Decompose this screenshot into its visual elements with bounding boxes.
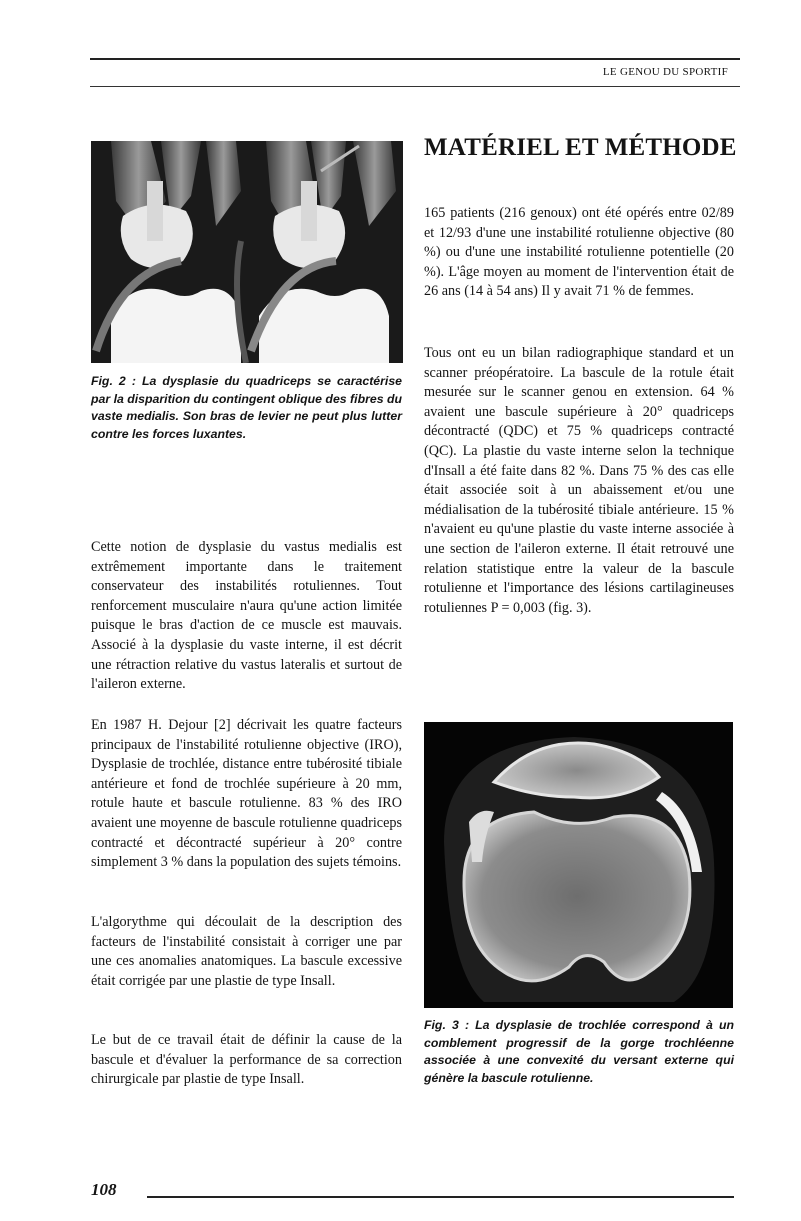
figure-3-caption-text: La dysplasie de trochlée correspond à un comblement progressif de la gorge trochléenne associée à une convexité du versant externe qui génère la bascule rotulienne. (424, 1018, 735, 1085)
paragraph-bilan: Tous ont eu un bilan radiographique standard et un scanner préopératoire. La bascule de la rotule était mesurée sur le scanner genou en extension. 64 % avaient une bascule supérieure à 20° quadriceps décontracté (QDC) et 75 % quadriceps contracté (QC). La plastie du vaste interne selon la technique d'Insall a été faite dans 82 %. Dans 75 % des cas elle était associée soit à un abaissement et/ou une médialisation de la tubérosité tibiale antérieure. 15 % n'avaient eu qu'une plastie du vaste interne associée à une section de l'aileron externe. Il était retrouvé une relation statistique entre la valeur de la bascule rotulienne et l'importance des lésions cartilagineuses rotuliennes P = 0,003 (fig. 3). (424, 345, 734, 616)
header-rule (90, 58, 740, 60)
figure-3-caption (424, 1017, 734, 1087)
figure-3-ct-scan (424, 722, 733, 1008)
paragraph-algorythme: L'algorythme qui découlait de la description des facteurs de l'instabilité consistait à corriger une par une ces anomalies anatomiques. La bascule excessive était corrigée par une plastie de type Insall. (91, 914, 402, 989)
paragraph-dejour-1987: En 1987 H. Dejour [2] décrivait les quatre facteurs principaux de l'instabilité rotulienne objective (IRO), Dysplasie de trochlée, distance entre tubérosité tibiale antérieure et fond de trochlée supérieure à 20 mm, rotule haute et bascule rotulienne. 83 % des IRO avaient une moyenne de bascule rotulienne quadriceps contracté et décontracté supérieur à 20° contre simplement 3 % dans la population des sujets témoins. (91, 717, 402, 871)
paragraph-but: Le but de ce travail était de définir la cause de la bascule et d'évaluer la performance de sa correction chirurgicale par plastie de type Insall. (91, 1032, 402, 1088)
knee-ct-image (424, 722, 733, 1008)
figure-2-caption-text: La dysplasie du quadriceps se caractérise par la disparition du contingent oblique des fibres du vaste medialis. Son bras de levier ne peut plus lutter contre les forces luxantes. (91, 374, 403, 441)
paragraph-patients: 165 patients (216 genoux) ont été opérés entre 02/89 et 12/93 d'une une instabilité rotulienne objective (80 %) ou d'une une instabilité rotulienne potentielle (20 %). L'âge moyen au moment de l'intervention était de 26 ans (14 à 54 ans) Il y avait 71 % de femmes. (424, 205, 734, 300)
footer-rule (147, 1196, 734, 1198)
figure-2-illustration (91, 141, 403, 363)
knee-quadriceps-drawing (91, 141, 403, 363)
figure-3-label: Fig. 3 : (424, 1018, 470, 1032)
figure-2-caption (91, 373, 402, 443)
section-title: MATÉRIEL ET MÉTHODE (424, 134, 737, 161)
figure-2-label: Fig. 2 : (91, 374, 136, 388)
header-subrule (90, 86, 740, 87)
running-header: LE GENOU DU SPORTIF (602, 66, 728, 78)
page-number: 108 (91, 1180, 117, 1199)
paragraph-dysplasie-vastus: Cette notion de dysplasie du vastus medialis est extrêmement importante dans le traitement conservateur des instabilités rotuliennes. Tout renforcement musculaire n'aura qu'une action limitée puisque le bras d'action de ce muscle est mauvais. Associé à la dysplasie du vaste interne, il est décrit une rétraction relative du vastus lateralis et surtout de l'aileron externe. (91, 539, 402, 693)
